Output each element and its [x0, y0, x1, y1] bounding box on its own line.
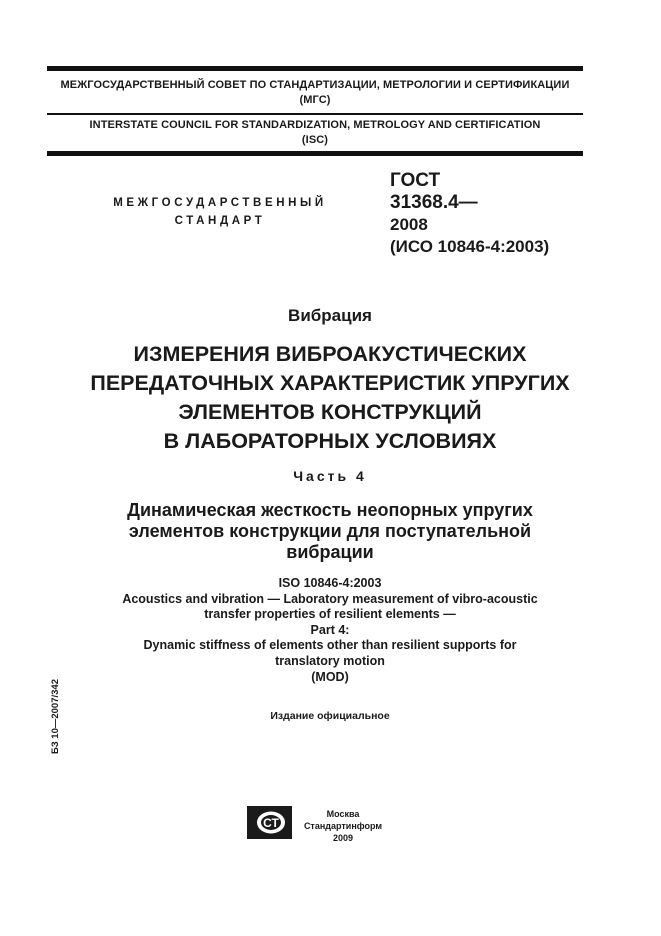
english-title-line: Acoustics and vibration — Laboratory measurement of vibro-acoustic — [122, 591, 538, 606]
gost-label: ГОСТ — [390, 170, 441, 191]
header-bottom-rule — [47, 151, 583, 156]
iso-equivalent: (ИСО 10846-4:2003) — [390, 237, 550, 256]
top-rule — [47, 66, 583, 71]
header-divider — [47, 113, 583, 115]
subtitle — [40, 500, 620, 563]
part-number: Часть 4 — [293, 468, 367, 484]
gost-year: 2008 — [390, 215, 428, 234]
gost-number: 31368.4— — [390, 192, 478, 213]
subtitle-line: элементов конструкции для поступательной — [128, 521, 532, 541]
modification-mark: (MOD) — [311, 669, 349, 684]
publisher-logo-icon — [247, 806, 292, 839]
subtitle-line: вибрации — [286, 542, 374, 562]
standard-kind-line1: МЕЖГОСУДАРСТВЕННЫЙ — [113, 197, 327, 209]
main-title-line: ПЕРЕДАТОЧНЫХ ХАРАКТЕРИСТИК УПРУГИХ — [90, 371, 570, 395]
edition-note: Издание официальное — [270, 710, 390, 722]
main-title-line: ЭЛЕМЕНТОВ КОНСТРУКЦИЙ — [178, 400, 482, 424]
publisher-name: Стандартинформ — [303, 821, 383, 831]
side-registration-code: БЗ 10—2007/342 — [50, 679, 61, 754]
main-title-line: В ЛАБОРАТОРНЫХ УСЛОВИЯХ — [163, 429, 497, 453]
title-prefix: Вибрация — [288, 306, 372, 325]
standard-kind-line2: СТАНДАРТ — [174, 215, 266, 227]
english-title-line: Part 4: — [310, 622, 350, 637]
publisher-city: Москва — [326, 809, 360, 819]
publication-year: 2009 — [332, 833, 354, 843]
council-abbr-ru: (МГС) — [299, 94, 331, 106]
council-name-en: INTERSTATE COUNCIL FOR STANDARDIZATION, METROLOGY AND CERTIFICATION — [89, 119, 541, 131]
iso-reference: ISO 10846-4:2003 — [278, 576, 382, 590]
english-title-line: transfer properties of resilient elements — — [204, 607, 456, 622]
subtitle-line: Динамическая жесткость неопорных упругих — [127, 500, 533, 520]
english-title-line: translatory motion — [275, 653, 385, 668]
svg-text:СТ: СТ — [263, 816, 279, 830]
main-title — [40, 340, 620, 456]
english-title-line: Dynamic stiffness of elements other than resilient supports for — [143, 638, 517, 653]
council-name-ru: МЕЖГОСУДАРСТВЕННЫЙ СОВЕТ ПО СТАНДАРТИЗАЦИИ, МЕТРОЛОГИИ И СЕРТИФИКАЦИИ — [60, 79, 570, 91]
main-title-line: ИЗМЕРЕНИЯ ВИБРОАКУСТИЧЕСКИХ — [133, 342, 527, 366]
council-abbr-en: (ISC) — [301, 134, 329, 146]
english-title — [40, 576, 620, 685]
